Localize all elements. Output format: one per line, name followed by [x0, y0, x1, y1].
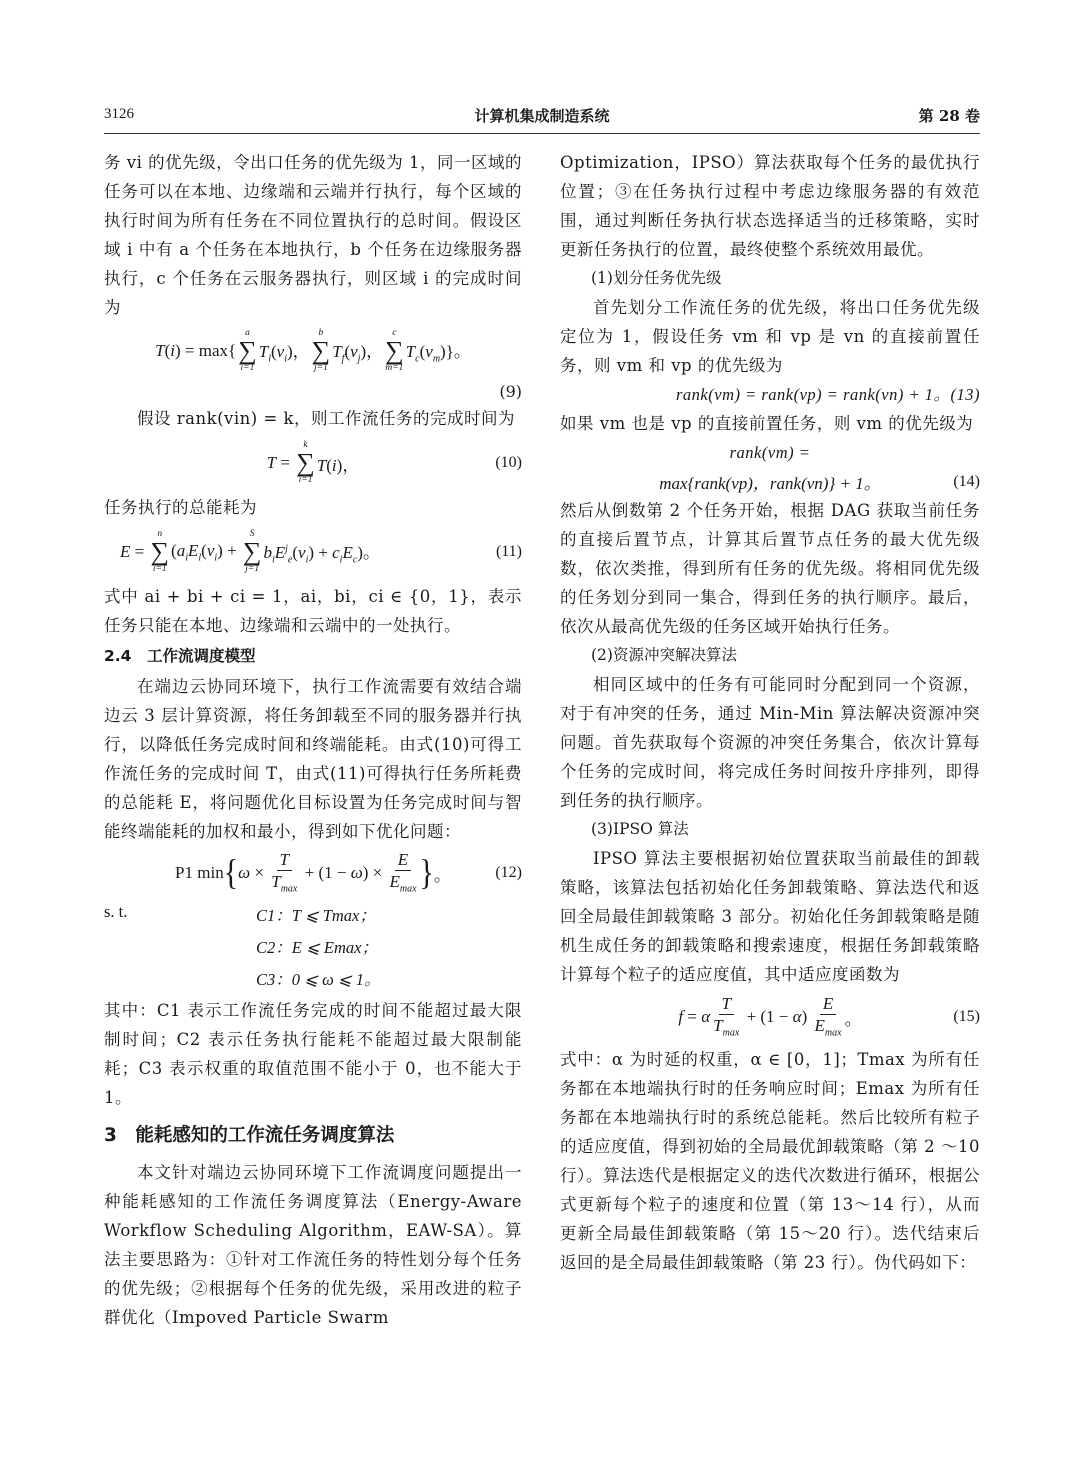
equation-9: T(i) = max{ a ∑ i=1 $T_l(v_i)$， b ∑ j=1 $T_f(v_j)$， c ∑ m=1 $T_c(v_m)$}。 [155, 328, 471, 373]
right-column [560, 148, 980, 1277]
right-paragraph-7: 式中：α 为时延的权重，α ∈ [0，1]；Tmax 为所有任务都在本地端执行时的任务响应时间；Emax 为所有任务都在本地端执行时的系统总能耗。然后比较所有粒子的适应度值，得到初始的全局最优卸载策略（第 2 ～10 行）。算法迭代是根据定义的迭代次数进行循环，根据公式更新每个粒子的速度和位置（第 13～14 行），从而更新全局最佳卸载策略（第 15～20 行）。迭代结束后返回的是全局最佳卸载策略（第 23 行）。伪代码如下： [560, 1050, 980, 1272]
left-paragraph-5: 在端边云协同环境下，执行工作流需要有效结合端边云 3 层计算资源，将任务卸载至不同的服务器并行执行，以降低任务完成时间和终端能耗。由式(10)可得工作流任务的完成时间 T，由式(11)可得执行任务所耗费的总能耗 E，将问题优化目标设置为任务完成时间与智能终端能耗的加权和最小，得到如下优化问题： [104, 677, 522, 841]
right-paragraph-4: 然后从倒数第 2 个任务开始，根据 DAG 获取当前任务的直接后置节点，计算其后置节点任务的最大优先级数，依次类推，得到所有任务的优先级。将相同优先级的任务划分到同一集合，得到任务的执行顺序。最后，依次从最高优先级的任务区域开始执行任务。 [560, 501, 980, 636]
section-3-heading: 3 能耗感知的工作流任务调度算法 [104, 1125, 395, 1146]
right-paragraph-1: Optimization，IPSO）算法获取每个任务的最优执行位置；③在任务执行过程中考虑边缘服务器的有效范围，通过判断任务执行状态选择适当的迁移策略，实时更新任务执行的位置，最终使整个系统效用最优。 [560, 153, 980, 259]
right-paragraph-2: 首先划分工作流任务的优先级，将出口任务优先级定位为 1，假设任务 vm 和 vp 是 vn 的直接前置任务，则 vm 和 vp 的优先级为 [560, 298, 980, 375]
left-paragraph-7: 本文针对端边云协同环境下工作流调度问题提出一种能耗感知的工作流任务调度算法（Energy-Aware Workflow Scheduling Algorithm，EAW-SA）。算法主要思路为：①针对工作流任务的特性划分每个任务的优先级；②根据每个任务的优先级，采用改进的粒子群优化（Impoved Particle Swarm [104, 1163, 522, 1327]
equation-14-line-1: rank(vm) = [729, 443, 811, 462]
left-paragraph-3: 任务执行的总能耗为 [104, 498, 257, 517]
section-2-4-heading: 2.4 工作流调度模型 [104, 647, 256, 665]
left-paragraph-1: 务 vi 的优先级，令出口任务的优先级为 1，同一区域的任务可以在本地、边缘端和云端并行执行，每个区域的执行时间为所有任务在不同位置执行的总时间。假设区域 i 中有 a 个任务在本地执行，b 个任务在边缘服务器执行，c 个任务在云服务器执行，则区域 i 的完成时间为 [104, 153, 522, 317]
constraint-c2: C2：E ⩽ Emax； [256, 938, 378, 957]
equation-9-number: (9) [499, 382, 522, 401]
subsection-2-heading: (2)资源冲突解决算法 [591, 646, 737, 664]
constraint-c3: C3：0 ⩽ ω ⩽ 1。 [256, 970, 381, 989]
constraints-block [104, 900, 522, 996]
subsection-3-heading: (3)IPSO 算法 [591, 820, 689, 838]
equation-11: E = n ∑ i=1 ($a_iE_l(v_i)$ + S ∑ j=1 $b_iE^j_e(v_i) + c_iE_c$)。 (11) [120, 529, 522, 574]
left-column [104, 148, 522, 1332]
journal-title: 计算机集成制造系统 [474, 107, 610, 125]
subsection-1-heading: (1)划分任务优先级 [591, 269, 722, 287]
left-paragraph-6: 其中：C1 表示工作流任务完成的时间不能超过最大限制时间；C2 表示任务执行能耗不能超过最大限制能耗；C3 表示权重的取值范围不能小于 0，也不能大于 1。 [104, 1001, 522, 1107]
constraint-c1: C1：T ⩽ Tmax； [256, 906, 376, 925]
header-rule [104, 133, 980, 134]
right-paragraph-3: 如果 vm 也是 vp 的直接前置任务，则 vm 的优先级为 [560, 414, 974, 433]
right-paragraph-5: 相同区域中的任务有可能同时分配到同一个资源，对于有冲突的任务，通过 Min-Min 算法解决资源冲突问题。首先获取每个资源的冲突任务集合，依次计算每个任务的完成时间，将完成任务时间按升序排列，即得到任务的执行顺序。 [560, 675, 980, 810]
equation-10: T = k ∑ i=1 T(i)， (10) [266, 440, 522, 485]
equation-12-number: (12) [495, 864, 522, 881]
page-header [104, 102, 980, 130]
equation-14-line-2: max{rank(vp)，rank(vn)} + 1。 [659, 474, 881, 493]
subject-to-label: s. t. [104, 902, 128, 921]
right-paragraph-6: IPSO 算法主要根据初始位置获取当前最佳的卸载策略，该算法包括初始化任务卸载策略、算法迭代和返回全局最佳卸载策略 3 部分。初始化任务卸载策略是随机生成任务的卸载策略和搜索速度，根据任务卸载策略计算每个粒子的适应度值，其中适应度函数为 [560, 849, 980, 984]
equation-15: f = α $\frac{T}{T_{max}}$ + (1 − α) $\frac{E}{E_{max}}$ 。 (15) [678, 994, 980, 1039]
page-number: 3126 [104, 106, 134, 122]
left-paragraph-2: 假设 rank(vin) = k，则工作流任务的完成时间为 [137, 409, 516, 428]
equation-14-number: (14) [953, 472, 980, 490]
left-paragraph-4: 式中 ai + bi + ci = 1，ai，bi，ci ∈ {0，1}，表示任务只能在本地、边缘端和云端中的一处执行。 [104, 587, 522, 635]
volume-label: 第 28 卷 [918, 107, 980, 125]
equation-12: P1 min { ω × $\frac{T}{T_{max}}$ + (1 − ω) × $\frac{E}{E_{max}}$ } 。 (12) [175, 850, 522, 895]
equation-13: rank(vm) = rank(vp) = rank(vn) + 1。(13) [676, 385, 980, 404]
equation-15-number: (15) [953, 1008, 980, 1025]
equation-12-label: P1 min [175, 863, 224, 882]
equation-14 [560, 467, 980, 496]
equation-11-number: (11) [495, 543, 522, 560]
equation-10-number: (10) [495, 454, 522, 471]
